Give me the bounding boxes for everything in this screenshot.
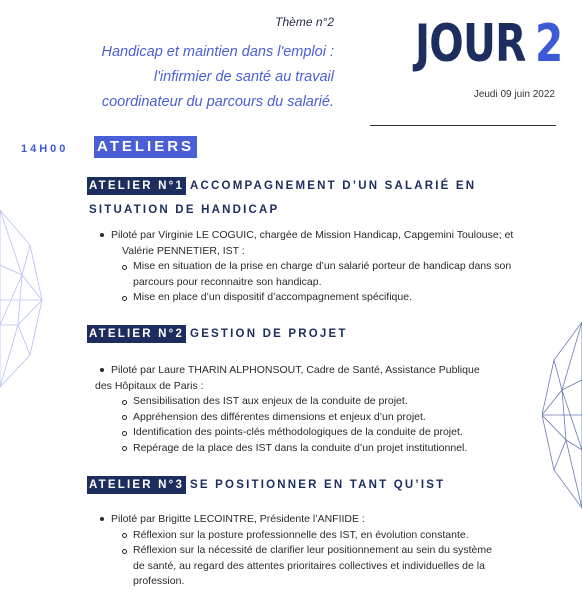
atelier-2-lead [100,363,560,379]
atelier-1-lead-line: Valérie PENNETIER, IST : [122,244,245,257]
list-item: Repérage de la place des IST dans la conduite d’un projet institutionnel. [122,441,560,457]
geometric-ornament-left [0,205,45,390]
list-item: Réflexion sur la nécessité de clarifier leur positionnement au sein du système de santé, au regard des attentes prioritaires collectives et individuelles de la profession. [122,543,497,590]
atelier-1-lead-line: Piloté par Virginie LE COGUIC, chargée de Mission Handicap, Capgemini Toulouse; et [111,229,514,241]
atelier-1-tag: ATELIER N°1 [87,177,186,195]
event-date: Jeudi 09 juin 2022 [473,89,555,100]
atelier-2-content [95,363,560,456]
bullet-dot [100,233,104,237]
atelier-1-title-line1: ACCOMPAGNEMENT D’UN SALARIÉ EN [190,180,477,192]
bullet-dot [100,368,104,372]
atelier-1-lead [100,228,570,244]
day-number: 2 [534,14,563,74]
atelier-3-title: SE POSITIONNER EN TANT QU’IST [190,479,446,491]
atelier-3-content [100,512,540,590]
theme-title-line: Handicap et maintien dans l'emploi : [101,44,334,60]
atelier-2-lead-line: des Hôpitaux de Paris : [95,379,204,392]
atelier-1-content [100,228,570,306]
atelier-3-tag: ATELIER N°3 [87,476,186,494]
theme-title-line: coordinateur du parcours du salarié. [101,94,334,110]
list-item: Réflexion sur la posture professionnelle des IST, en évolution constante. [122,528,497,544]
list-item: Identification des points-clés méthodologiques de la conduite de projet. [122,425,560,441]
atelier-1-title-line2: SITUATION DE HANDICAP [89,204,280,216]
atelier-2-heading [87,322,348,346]
list-item: Sensibilisation des IST aux enjeux de la conduite de projet. [122,394,560,410]
bullet-dot [100,517,104,521]
day-word: JOUR [415,14,526,74]
atelier-3-items [100,528,497,590]
atelier-2-items [100,394,560,456]
theme-title [30,40,334,115]
atelier-2-title: GESTION DE PROJET [190,328,348,340]
day-heading [415,12,562,76]
atelier-1-items [100,259,542,306]
list-item: Mise en situation de la prise en charge d’un salarié porteur de handicap dans son parcours pour reconnaitre son handicap. [122,259,542,290]
list-item: Mise en place d’un dispositif d’accompagnement spécifique. [122,290,542,306]
atelier-3-lead [100,512,540,528]
atelier-3-heading [87,473,445,497]
atelier-2-lead-line: Piloté par Laure THARIN ALPHONSOUT, Cadre de Santé, Assistance Publique [111,364,480,376]
session-time: 14H00 [21,143,69,155]
theme-title-line: l'infirmier de santé au travail [153,69,334,85]
atelier-2-tag: ATELIER N°2 [87,325,186,343]
atelier-1-heading [87,174,476,222]
divider-line [370,125,556,126]
theme-label: Thème n°2 [275,15,334,29]
atelier-3-lead-line: Piloté par Brigitte LECOINTRE, Présidente l’ANFIIDE : [111,513,365,525]
session-title-badge: ATELIERS [94,136,197,158]
list-item: Appréhension des différentes dimensions et enjeux d’un projet. [122,410,560,426]
